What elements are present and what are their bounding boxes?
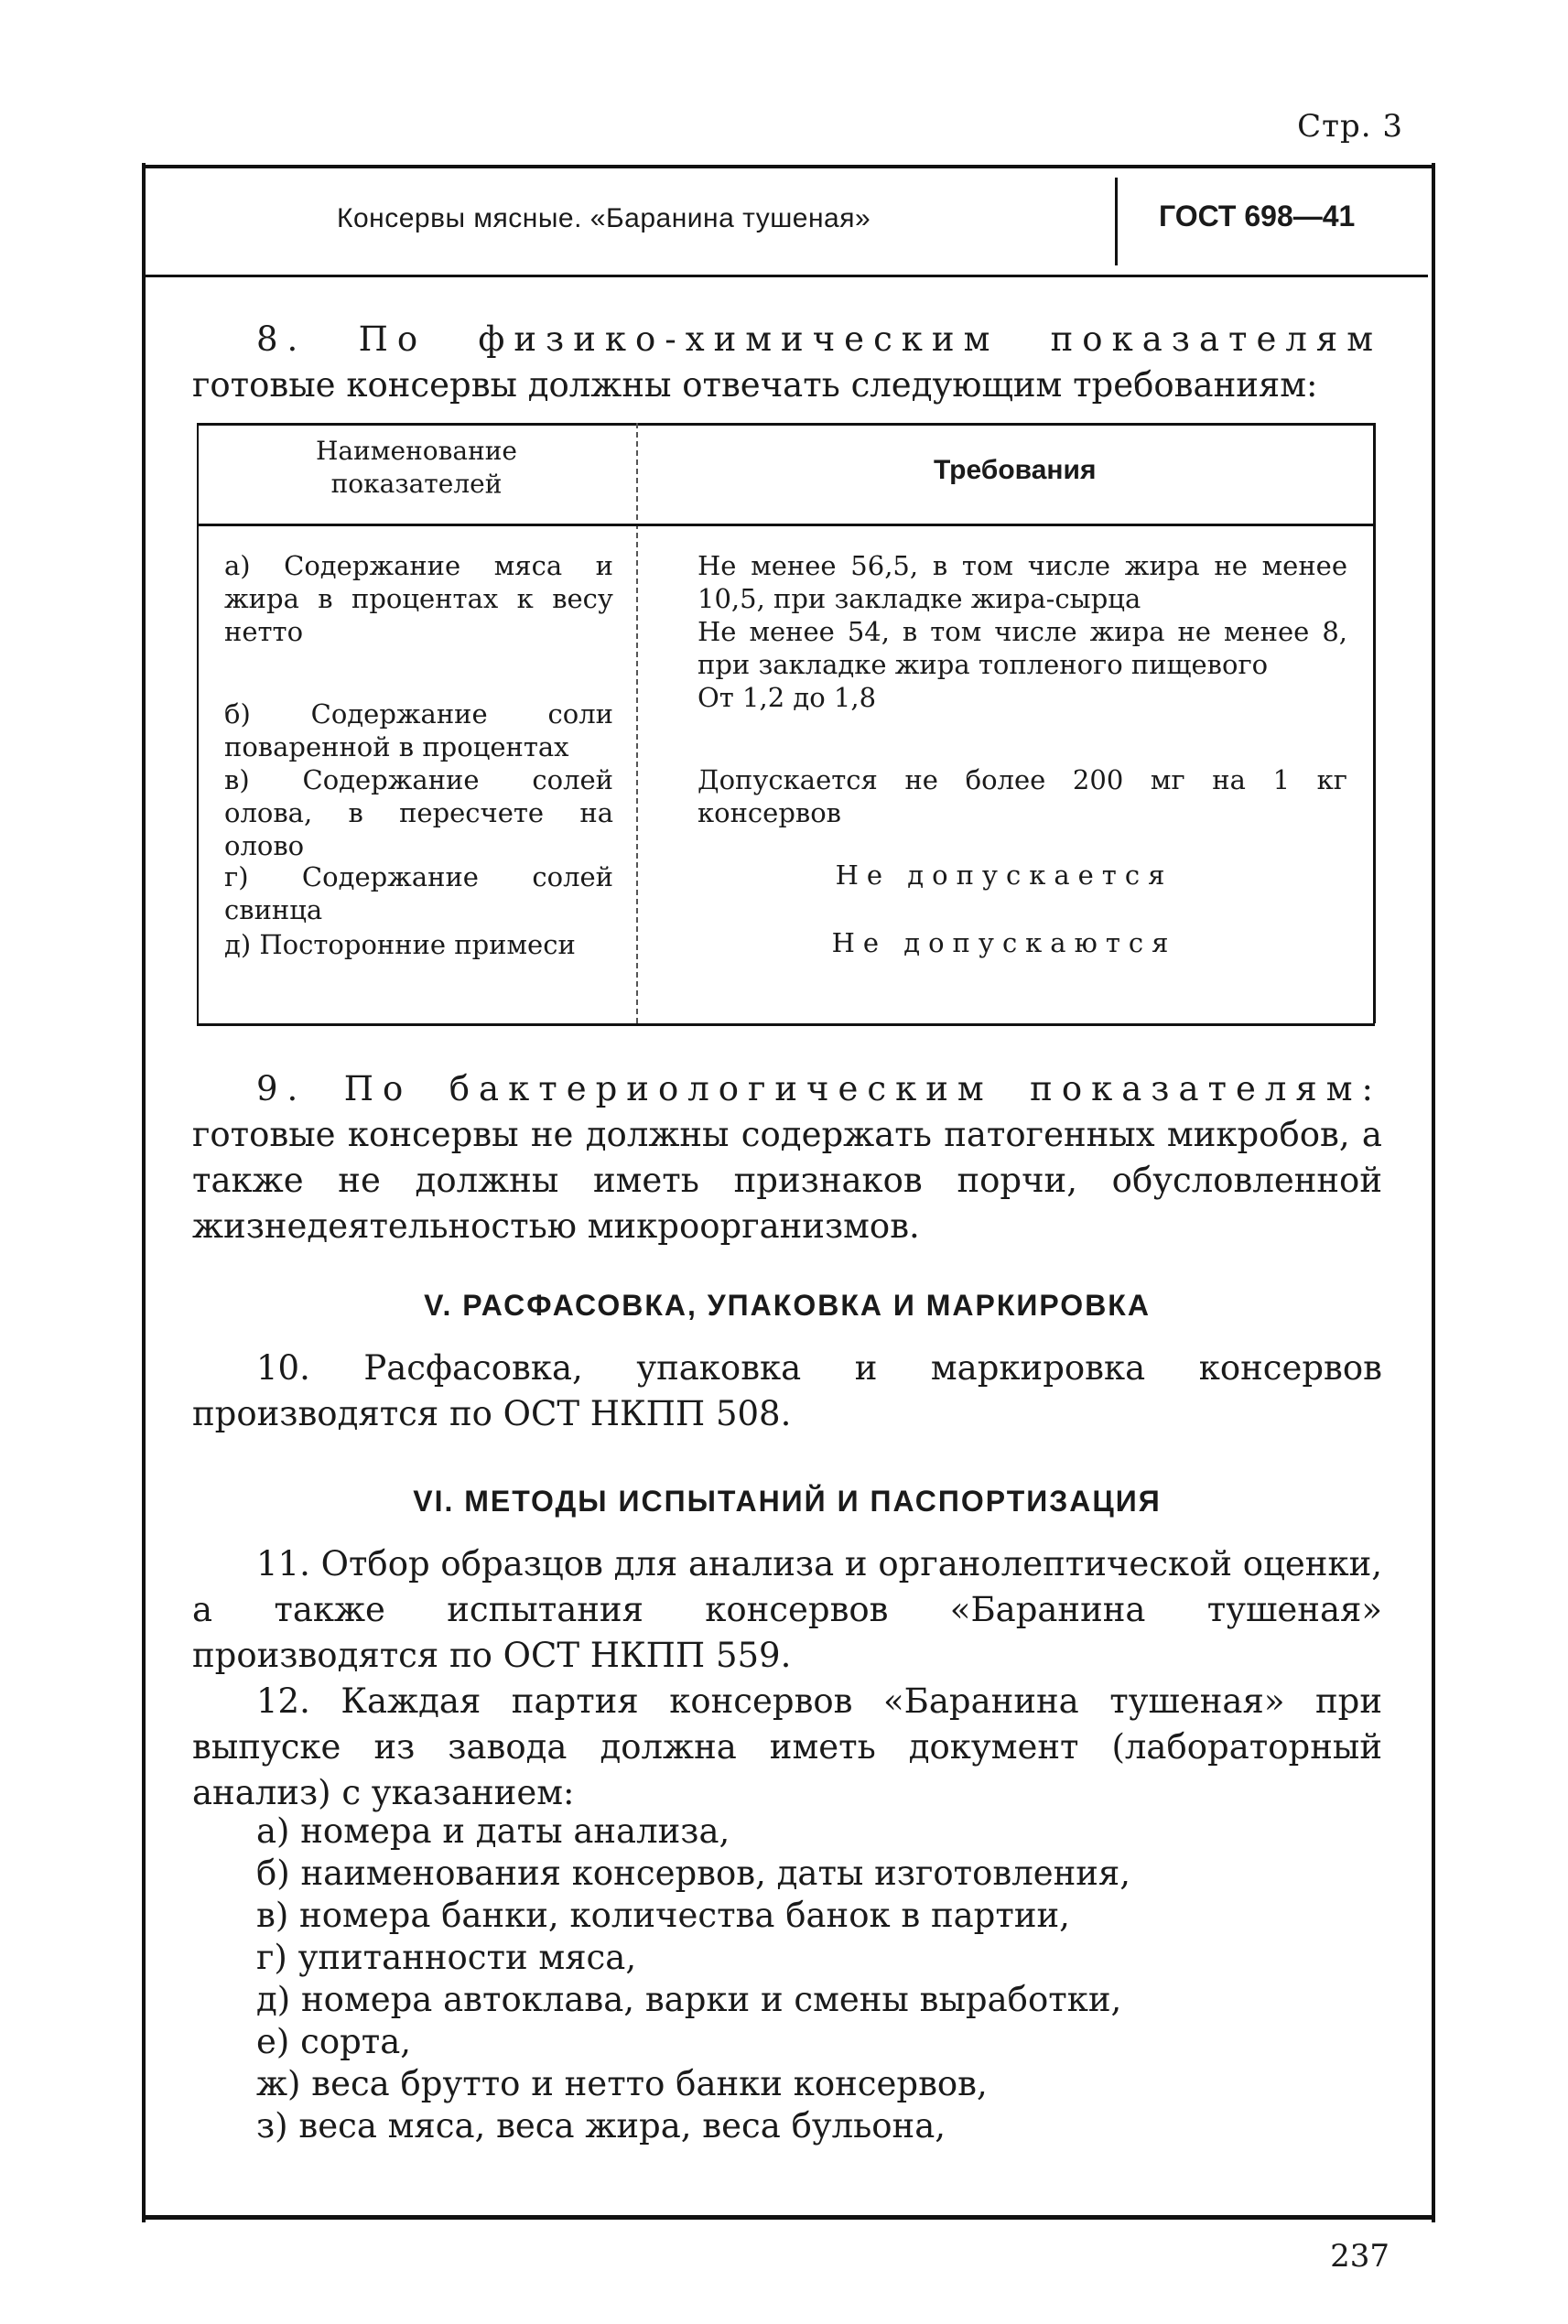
requirement-text: Допускается не более 200 мг на 1 кг консервов xyxy=(697,764,1347,828)
paragraph-10-text: 10. Расфасовка, упаковка и маркировка консервов производятся по ОСТ НКПП 508. xyxy=(192,1348,1382,1433)
section-heading-6: VI. МЕТОДЫ ИСПЫТАНИЙ И ПАСПОРТИЗАЦИЯ xyxy=(413,1485,1162,1518)
standard-code: ГОСТ 698—41 xyxy=(1159,200,1356,232)
table-row-requirement xyxy=(661,549,1347,681)
list-item: в) номера банки, количества банок в партии, xyxy=(256,1896,1070,1935)
requirements-list xyxy=(256,1811,1130,2147)
list-item: е) сорта, xyxy=(256,2022,412,2061)
paragraph-12-text: 12. Каждая партия консервов «Баранина тушеная» при выпуске из завода должна иметь документ (лабораторный анализ) с указанием: xyxy=(192,1681,1382,1812)
paragraph-8-lead: 8. По физико-химическим показателям xyxy=(256,319,1382,359)
header-divider xyxy=(1115,178,1118,265)
header-rule xyxy=(146,275,1428,277)
requirement-text: Не менее 54, в том числе жира не менее 8, при закладке жира топленого пищевого xyxy=(697,616,1347,680)
table-row-requirement: Не допускаются xyxy=(831,927,1177,958)
table-right-border xyxy=(1373,423,1376,1023)
list-item: а) номера и даты анализа, xyxy=(256,1811,730,1851)
list-item: д) номера автоклава, варки и смены выработки, xyxy=(256,1980,1122,2019)
table-left-border xyxy=(197,423,199,1023)
table-row-requirement: От 1,2 до 1,8 xyxy=(697,682,877,713)
table-row-name: г) Содержание солей свинца xyxy=(224,861,613,925)
table-header-name: Наименование показателей xyxy=(316,436,517,499)
table-row-name: д) Посторонние примеси xyxy=(224,929,576,960)
table-header-rule xyxy=(197,524,1375,526)
page-number: 237 xyxy=(1330,2238,1390,2275)
list-item: з) веса мяса, веса жира, веса бульона, xyxy=(256,2106,946,2146)
page-label: Стр. 3 xyxy=(1297,108,1403,145)
table-row-name: б) Содержание соли поваренной в процентах xyxy=(224,698,613,762)
paragraph-10 xyxy=(192,1346,1382,1437)
section-heading-5: V. РАСФАСОВКА, УПАКОВКА И МАРКИРОВКА xyxy=(424,1289,1151,1322)
table-row-requirement: Не допускается xyxy=(835,859,1173,891)
table-top-rule xyxy=(197,423,1375,426)
list-item: г) упитанности мяса, xyxy=(256,1938,637,1977)
table-bottom-rule xyxy=(197,1023,1375,1026)
paragraph-8-text: готовые консервы должны отвечать следующим требованиям: xyxy=(192,365,1318,405)
requirement-text: Не менее 56,5, в том числе жира не менее 10,5, при закладке жира-сырца xyxy=(697,550,1347,614)
document-title: Консервы мясные. «Баранина тушеная» xyxy=(337,203,871,233)
table-row-requirement xyxy=(661,763,1347,829)
paragraph-8 xyxy=(192,317,1382,408)
table-header-requirements: Требования xyxy=(934,455,1097,485)
frame-bottom-rule xyxy=(142,2215,1432,2220)
paragraph-9-lead: 9. По бактериологическим показателям: xyxy=(256,1069,1382,1108)
paragraph-11 xyxy=(192,1541,1382,1679)
paragraph-12 xyxy=(192,1679,1382,1816)
table-row-name: а) Содержание мяса и жира в процентах к весу нетто xyxy=(224,550,613,647)
list-item: ж) веса брутто и нетто банки консервов, xyxy=(256,2064,988,2103)
list-item: б) наименования консервов, даты изготовления, xyxy=(256,1854,1131,1893)
table-row-name: в) Содержание солей олова, в пересчете на олово xyxy=(224,764,613,861)
paragraph-9-text: готовые консервы не должны содержать патогенных микробов, а также не должны иметь признаков порчи, обусловленной жизнедеятельностью микроорганизмов. xyxy=(192,1115,1382,1246)
table-column-divider xyxy=(636,423,638,1023)
paragraph-11-text: 11. Отбор образцов для анализа и органолептической оценки, а также испытания консервов «Баранина тушеная» производятся по ОСТ НКПП 559. xyxy=(192,1544,1382,1675)
paragraph-9 xyxy=(192,1066,1382,1249)
